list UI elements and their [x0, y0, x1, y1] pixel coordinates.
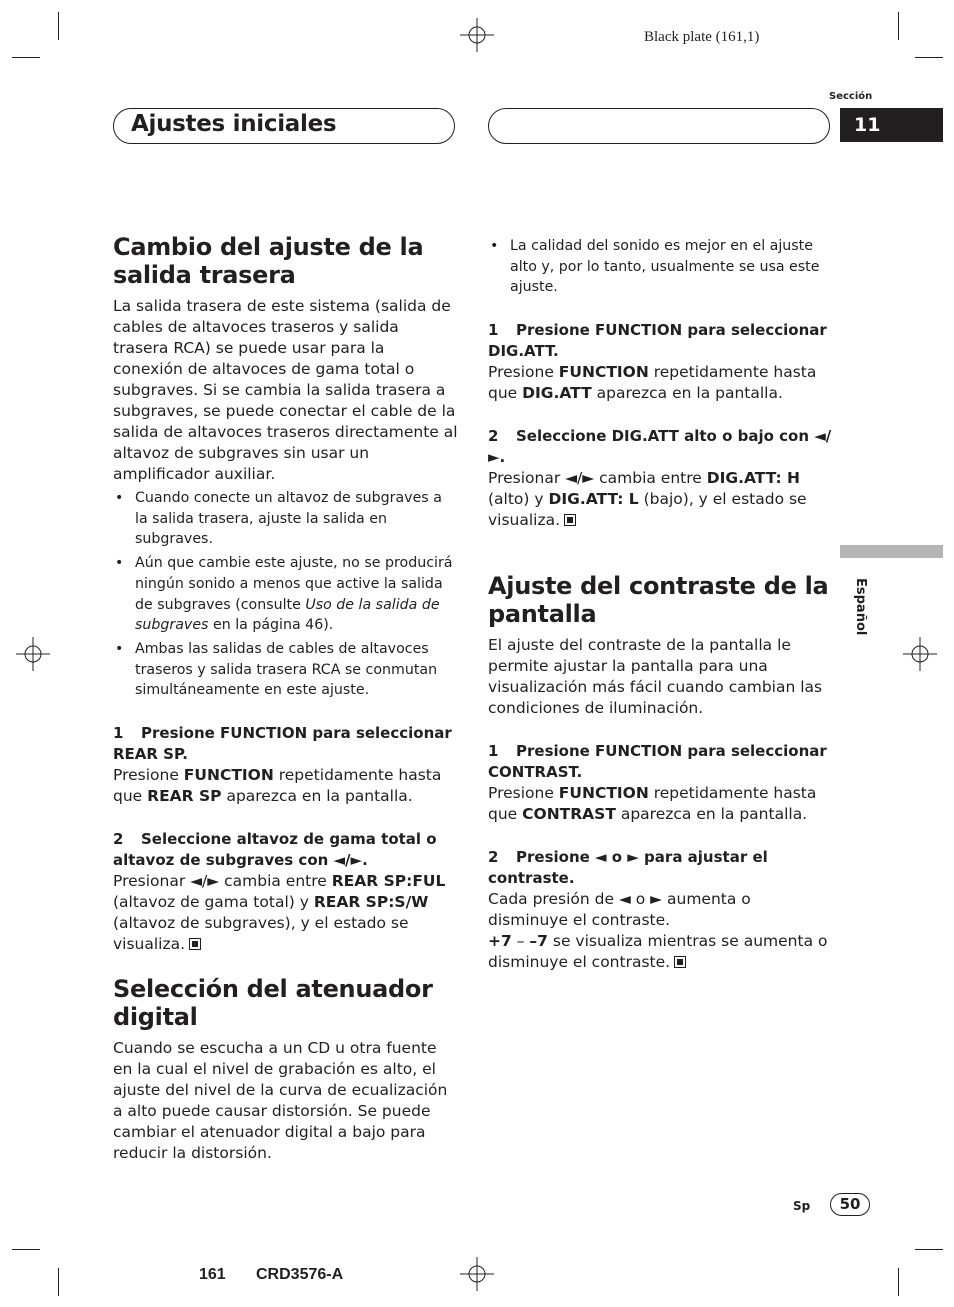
header-frame-right: [488, 108, 830, 144]
step-body: Presione FUNCTION repetidamente hasta que DIG.ATT aparezca en la pantalla.: [488, 363, 817, 403]
crop-mark: [58, 1268, 59, 1296]
bullet-list: [113, 488, 458, 701]
step: [488, 847, 833, 973]
section-heading: Cambio del ajuste de la salida trasera: [113, 233, 424, 289]
end-mark-icon: [564, 514, 576, 526]
paragraph: Cuando se escucha a un CD u otra fuente en la cual el nivel de grabación es alto, el ajuste del nivel de la curva de ecualización a alto puede causar distorsión. Se puede cambiar el atenuador digital a bajo para reducir la distorsión.: [113, 1039, 448, 1162]
plate-label: Black plate (161,1): [644, 29, 760, 45]
registration-mark-icon: [903, 637, 937, 671]
language-code: Sp: [793, 1199, 811, 1213]
footer-code: CRD3576-A: [256, 1266, 344, 1283]
step-title: 2 Seleccione DIG.ATT alto o bajo con ◄/►.: [488, 427, 832, 467]
crop-mark: [915, 57, 943, 58]
crop-mark: [898, 12, 899, 40]
list-item: • Aún que cambie este ajuste, no se producirá ningún sonido a menos que active la salida de subgraves (consulte Uso de la salida de subgraves en la página 46).: [115, 555, 453, 634]
registration-mark-icon: [16, 637, 50, 671]
bullet-list: [488, 236, 833, 298]
language-tab: [840, 545, 943, 558]
end-mark-icon: [189, 938, 201, 950]
step: [488, 741, 833, 825]
footer-page: 161: [199, 1266, 226, 1283]
step-body: Presione FUNCTION repetidamente hasta que CONTRAST aparezca en la pantalla.: [488, 784, 817, 823]
left-column-lower: [113, 975, 458, 1164]
step: [113, 723, 458, 807]
page-number: 50: [830, 1193, 870, 1216]
section-heading: Ajuste del contraste de la pantalla: [488, 572, 829, 628]
section-number: 11: [840, 108, 943, 142]
paragraph: La salida trasera de este sistema (salida de cables de altavoces traseros y salida trasera RCA) se puede usar para la conexión de altavoces de gama total o subgraves. Si se cambia la salida trasera a subgraves, se puede conectar el cable de la salida de altavoces traseros directamente al altavoz de subgraves sin usar un amplificador auxiliar.: [113, 297, 458, 483]
end-mark-icon: [674, 956, 686, 968]
step: [488, 320, 833, 404]
crop-mark: [915, 1249, 943, 1250]
list-item: • Cuando conecte un altavoz de subgraves a la salida trasera, ajuste la salida en subgraves.: [115, 490, 442, 548]
section-label: Sección: [829, 91, 873, 102]
list-item: • La calidad del sonido es mejor en el ajuste alto y, por lo tanto, usualmente se usa este ajuste.: [490, 238, 820, 296]
left-column: [113, 233, 458, 955]
right-column: [488, 236, 833, 531]
crop-mark: [58, 12, 59, 40]
registration-mark-icon: [460, 18, 494, 52]
step-title: 2 Seleccione altavoz de gama total o altavoz de subgraves con ◄/►.: [113, 830, 437, 870]
language-label: Español: [853, 578, 868, 636]
step-body: Cada presión de ◄ o ► aumenta o disminuye el contraste.: [488, 890, 751, 929]
step-body: Presionar ◄/► cambia entre REAR SP:FUL (altavoz de gama total) y REAR SP:S/W (altavoz de subgraves), y el estado se visualiza.: [113, 872, 446, 954]
section-heading: Selección del atenuador digital: [113, 975, 433, 1031]
step-body: +7 – –7 se visualiza mientras se aumenta o disminuye el contraste.: [488, 932, 828, 971]
crop-mark: [12, 1249, 40, 1250]
step-title: 2 Presione ◄ o ► para ajustar el contraste.: [488, 848, 768, 887]
right-column-lower: [488, 572, 833, 973]
crop-mark: [12, 57, 40, 58]
step-title: 1 Presione FUNCTION para seleccionar DIG.ATT.: [488, 321, 827, 361]
cross-reference: Uso de la salida de subgraves: [135, 596, 440, 634]
step-body: Presionar ◄/► cambia entre DIG.ATT: H (alto) y DIG.ATT: L (bajo), y el estado se visualiza.: [488, 469, 807, 530]
step-title: 1 Presione FUNCTION para seleccionar REAR SP.: [113, 724, 452, 764]
paragraph: El ajuste del contraste de la pantalla le permite ajustar la pantalla para una visualización más fácil cuando cambian las condiciones de iluminación.: [488, 636, 823, 717]
list-item: • Ambas las salidas de cables de altavoces traseros y salida trasera RCA se conmutan simultáneamente en este ajuste.: [115, 640, 438, 699]
step-body: Presione FUNCTION repetidamente hasta que REAR SP aparezca en la pantalla.: [113, 766, 442, 806]
crop-mark: [898, 1268, 899, 1296]
step: [488, 426, 833, 531]
step-title: 1 Presione FUNCTION para seleccionar CONTRAST.: [488, 742, 827, 781]
registration-mark-icon: [460, 1257, 494, 1291]
step: [113, 829, 458, 955]
page-title: Ajustes iniciales: [131, 111, 337, 137]
